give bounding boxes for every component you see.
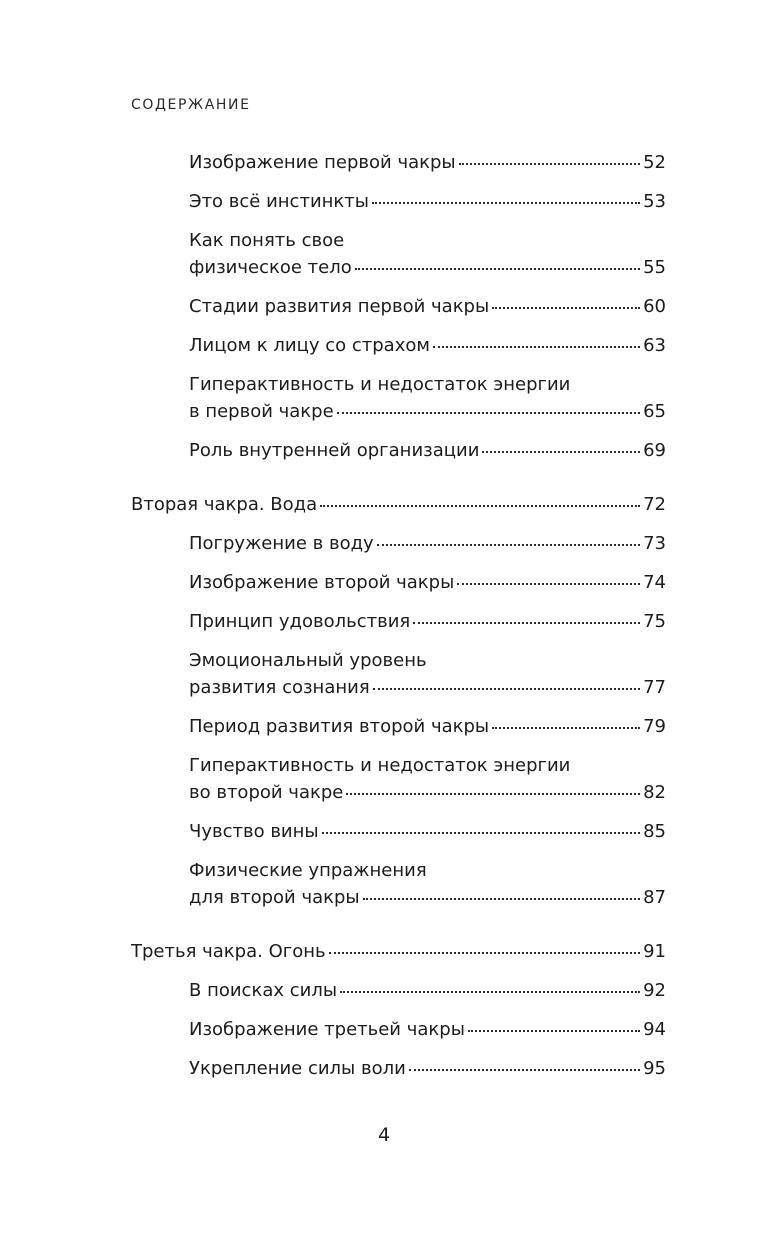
toc-chapter-page: 91 [643,941,666,962]
dot-leader [482,450,640,453]
toc-entry-title: В поисках силы [189,980,338,1001]
toc-entry-page: 69 [643,440,666,461]
toc-entry-page: 60 [643,296,666,317]
page-number: 4 [377,1124,391,1146]
dot-leader [329,951,641,954]
toc-entry[interactable] [189,714,666,740]
toc-entry[interactable] [189,1017,666,1043]
toc-entry[interactable] [189,333,666,359]
toc-entry-title: Изображение первой чакры [189,152,456,173]
toc-entry-title-line1: Гиперактивность и недостаток энергии [189,374,571,395]
toc-entry-page: 55 [643,257,666,278]
dot-leader [346,792,640,795]
toc-entry[interactable] [189,819,666,845]
dot-leader [457,582,640,585]
running-head: СОДЕРЖАНИЕ [131,97,251,113]
toc-entry-title: Принцип удовольствия [189,611,411,632]
toc-entry-title: Роль внутренней организации [189,440,480,461]
toc-entry[interactable] [189,438,666,464]
toc-entry[interactable] [189,885,666,911]
toc-entry-title: развития сознания [189,677,370,698]
toc-entry-page: 87 [643,887,666,908]
dot-leader [468,1029,640,1032]
dot-leader [459,162,640,165]
toc-entry-title-line1: Как понять свое [189,230,345,251]
toc-entry[interactable] [189,150,666,176]
toc-entry-title-line1: Физические упражнения [189,860,427,881]
dot-leader [320,504,640,507]
toc-chapter-page: 72 [643,494,666,515]
dot-leader [377,543,640,546]
toc-entry-page: 73 [643,533,666,554]
dot-leader [492,726,640,729]
toc-entry-page: 75 [643,611,666,632]
toc-entry-title: Изображение третьей чакры [189,1019,465,1040]
toc-entry-title: Изображение второй чакры [189,572,455,593]
toc-entry-page: 63 [643,335,666,356]
toc-entry[interactable] [189,675,666,701]
toc-chapter-entry[interactable] [131,492,666,518]
toc-entry-title: Это всё инстинкты [189,191,369,212]
toc-entry-title: физическое тело [189,257,352,278]
toc-entry-page: 95 [643,1058,666,1079]
toc-entry[interactable] [189,978,666,1004]
toc-entry[interactable] [189,531,666,557]
dot-leader [413,621,640,624]
toc-entry-title-line1: Гиперактивность и недостаток энергии [189,755,571,776]
toc-entry-title: Чувство вины [189,821,319,842]
toc-entry-title: для второй чакры [189,887,360,908]
toc-chapter-title: Третья чакра. Огонь [131,941,326,962]
toc-entry[interactable] [189,255,666,281]
toc-entry-title: Период развития второй чакры [189,716,490,737]
toc-entry[interactable] [189,780,666,806]
dot-leader [433,345,640,348]
toc-entry-page: 79 [643,716,666,737]
toc-entry-page: 53 [643,191,666,212]
dot-leader [340,990,640,993]
dot-leader [492,306,640,309]
toc-entry-page: 77 [643,677,666,698]
dot-leader [373,687,640,690]
toc-entry-title-line1: Эмоциональный уровень [189,650,427,671]
toc-entry-title: Погружение в воду [189,533,374,554]
toc-entry-page: 74 [643,572,666,593]
toc-chapter-entry[interactable] [131,939,666,965]
toc-chapter-title: Вторая чакра. Вода [131,494,318,515]
toc-entry-page: 82 [643,782,666,803]
dot-leader [355,267,640,270]
toc-entry-page: 94 [643,1019,666,1040]
toc-entry-page: 85 [643,821,666,842]
toc-entry[interactable] [189,570,666,596]
toc-entry[interactable] [189,399,666,425]
toc-entry-page: 52 [643,152,666,173]
toc-entry[interactable] [189,189,666,215]
toc-entry-title: в первой чакре [189,401,334,422]
dot-leader [409,1068,640,1071]
toc-entry-page: 65 [643,401,666,422]
dot-leader [363,897,640,900]
toc-entry-title: Лицом к лицу со страхом [189,335,430,356]
toc-entry[interactable] [189,294,666,320]
toc-entry[interactable] [189,1056,666,1082]
toc-entry[interactable] [189,609,666,635]
dot-leader [337,411,640,414]
dot-leader [372,201,640,204]
toc-entry-title: Стадии развития первой чакры [189,296,490,317]
dot-leader [322,831,640,834]
toc-entry-page: 92 [643,980,666,1001]
toc-entry-title: Укрепление силы воли [189,1058,406,1079]
toc-entry-title: во второй чакре [189,782,344,803]
